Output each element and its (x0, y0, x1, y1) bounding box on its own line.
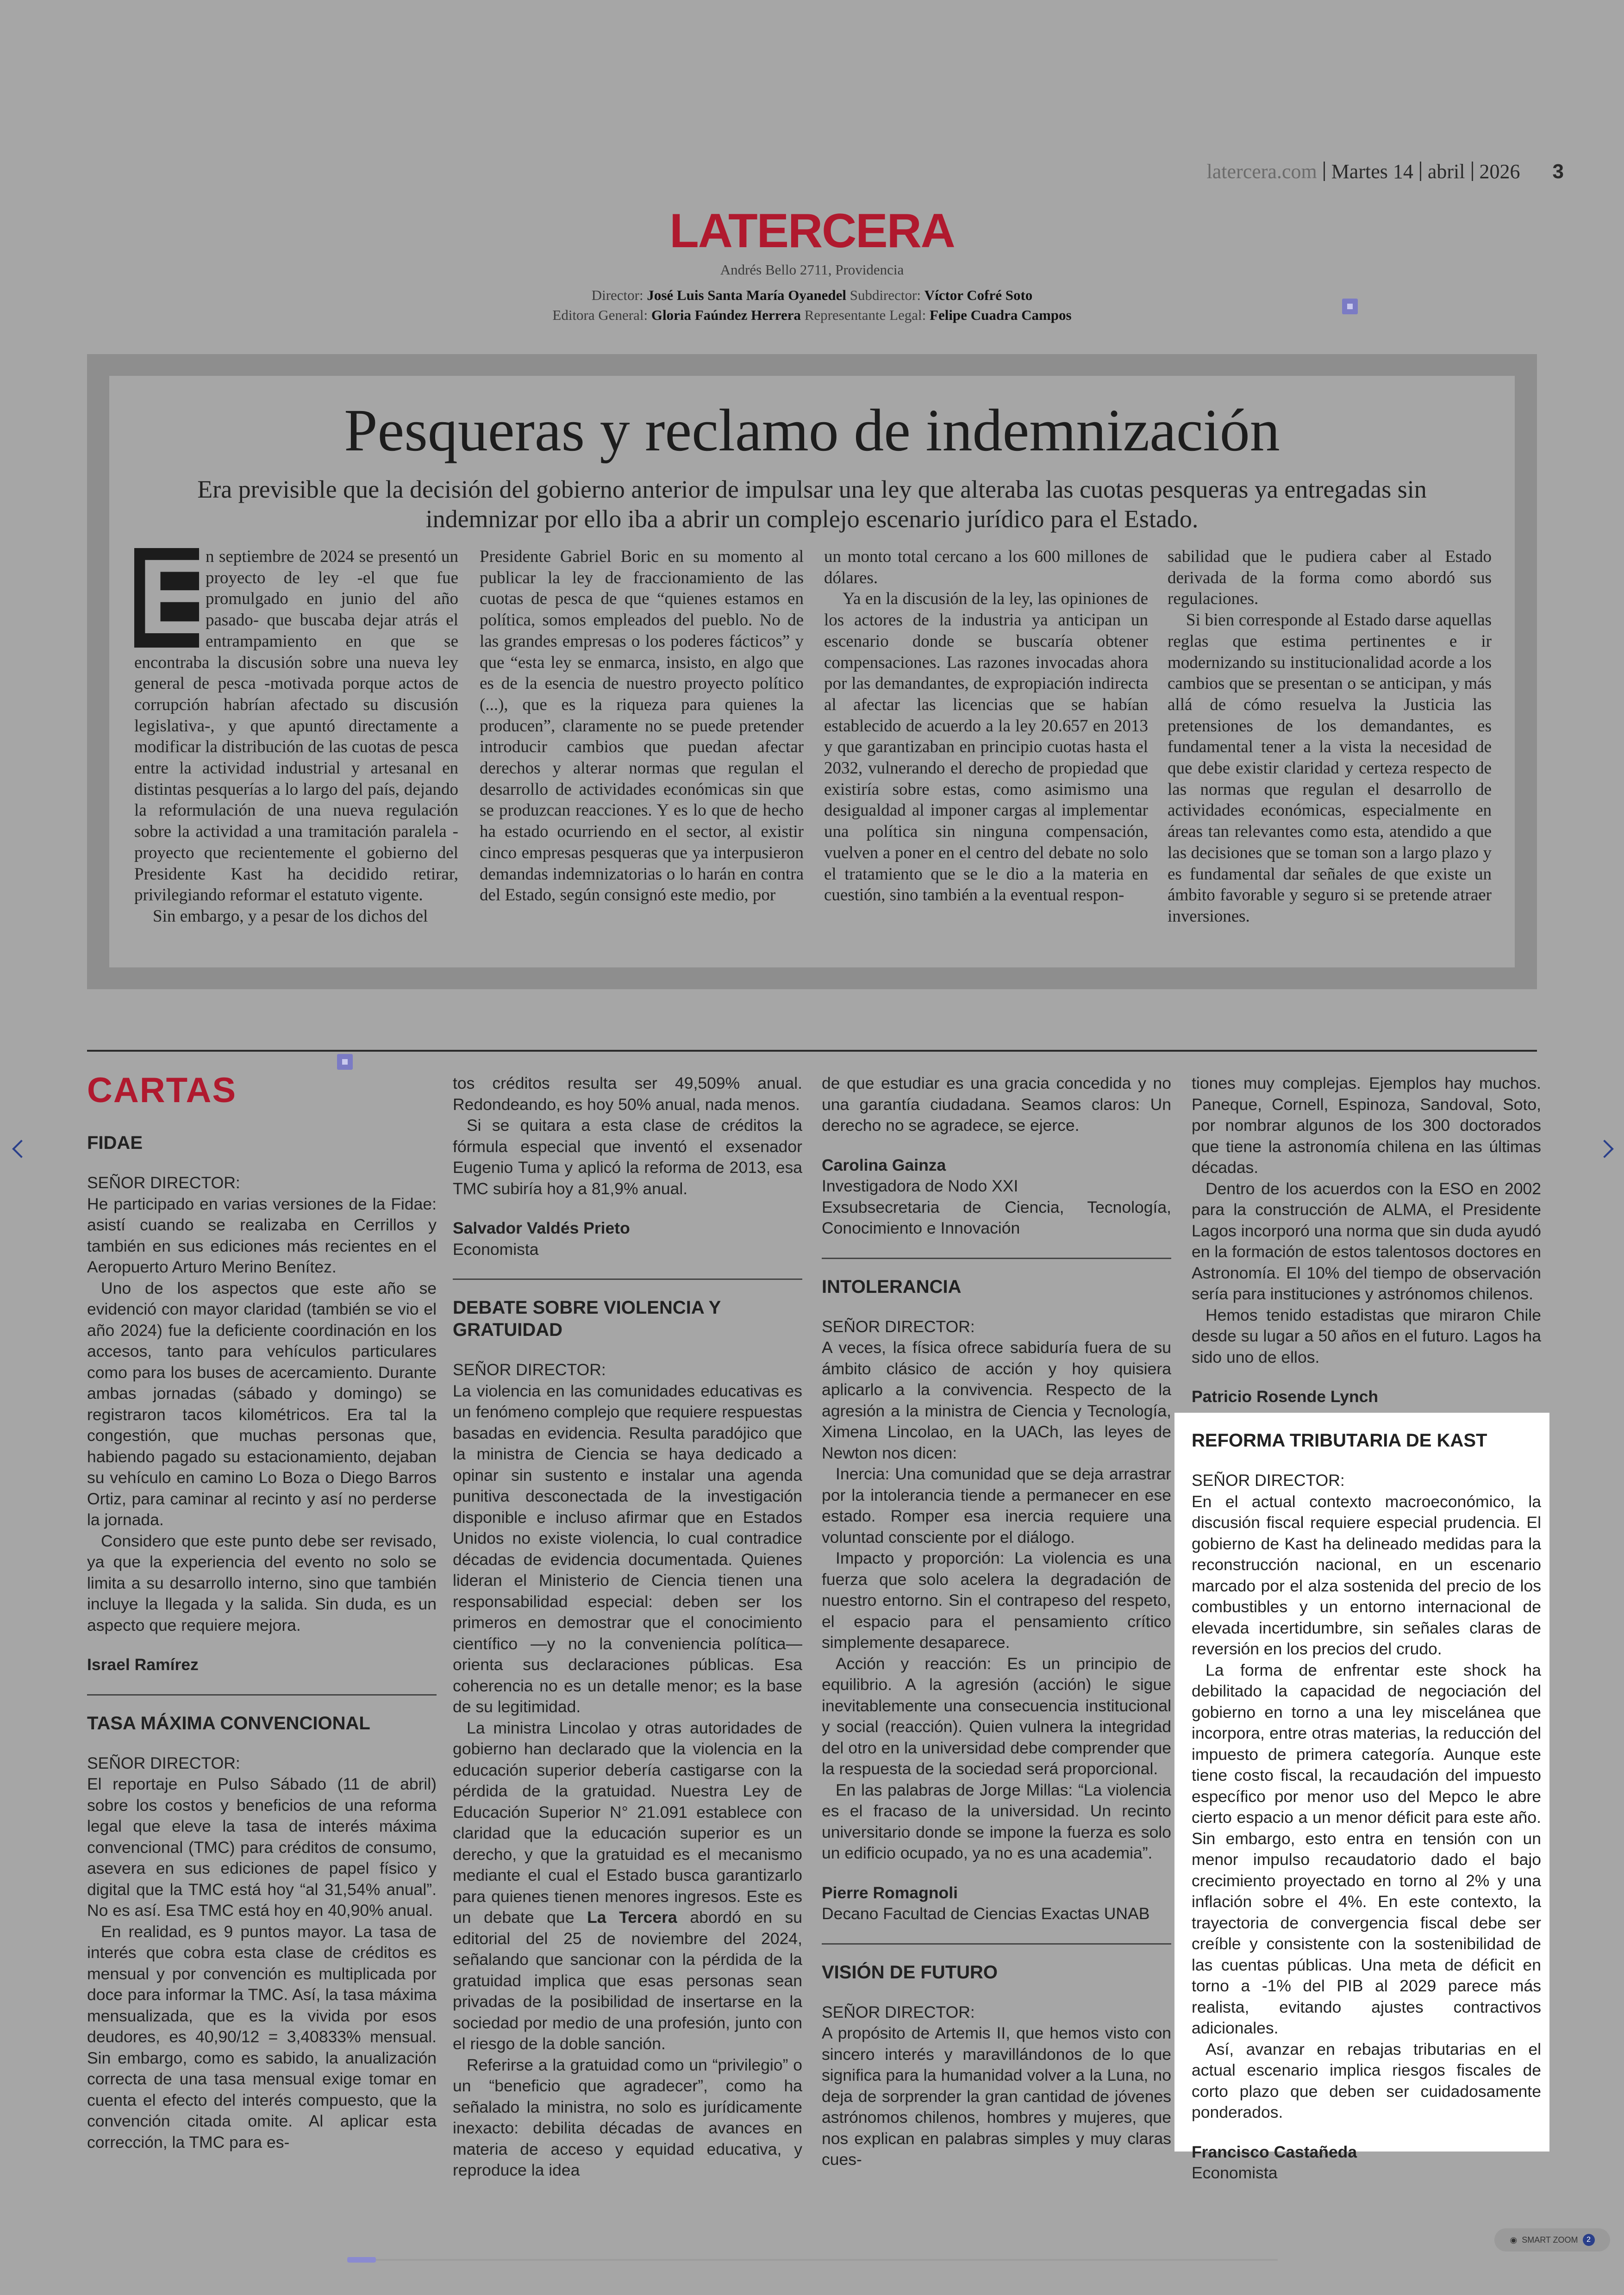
signer-role: Economista (453, 1240, 539, 1259)
divider (1472, 162, 1473, 181)
paragraph: Presidente Gabriel Boric en su momento al publicar la ley de fraccionamiento de las cuotas de pesca de que “quienes estamos en política, somos empleados del pueblo. No de las grandes empresas o los poderes fácticos” y que “esta ley se enmarca, insisto, en algo que es de la esencia de nuestro proyecto político (...), que es la riqueza para quienes la producen”, claramente no se puede pretender introducir cambios que puedan afectar derechos y alterar normas que regulan el desarrollo de actividades económicas sin que se produzcan reacciones. Y es lo que de hecho ha estado ocurriendo en el sector, al existir cinco empresas pesqueras que ya interpusieron demandas indemnizatorias o lo harán en contra del Estado, según consignó este medio, por (480, 547, 804, 905)
paragraph: Dentro de los acuerdos con la ESO en 2002 para la construcción de ALMA, el Presidente Lagos incorporó una norma que sin duda ayudó en la formación de estos talentosos doctores en Astronomía. El 10% del tiempo de observación sería para instituciones y astrónomos chilenos. (1192, 1179, 1541, 1303)
masthead-label: Representante Legal: (804, 307, 926, 323)
paragraph: A propósito de Artemis II, que hemos visto con sincero interés y maravillándonos de lo que significa para la humanidad volver a la Luna, no deja de sorprender la gran cantidad de jóvenes astrónomos chilenos, hombres y mujeres, que nos explican en palabras simples y muy claras cues- (822, 2024, 1171, 2169)
paragraph: A veces, la física ofrece sabiduría fuera de su ámbito clásico de acción y hoy quisiera aplicarlo a la convivencia. Respecto de la agresión a la ministra de Ciencia y Tecnología, Ximena Lincolao, en la UACh, las leyes de Newton nos dicen: (822, 1338, 1171, 1462)
subdirector-name: Víctor Cofré Soto (924, 287, 1033, 303)
dropcap (134, 537, 209, 656)
paragraph: La forma de enfrentar este shock ha debilitado la capacidad de negociación del gobierno en torno a una ley miscelánea que incorpora, entre otras materias, la reducción del impuesto de primera categoría. Aunque este tiene costo fiscal, la recaudación del impuesto específico por menor uso del Mepco le abre cierto espacio a un menor déficit para este año. Sin embargo, esto entra en tensión con un menor impulso recaudatorio dado el bajo crecimiento proyectado en torno al 2% y una inflación sobre el 4%. En este contexto, la trayectoria de convergencia fiscal debe ser creíble y consistente con la sostenibilidad de las cuentas públicas. Una meta de déficit en torno a -1% del PIB al 2029 parece más realista, evitando ajustes contractivos adicionales. (1192, 1660, 1541, 2037)
letters-column-4-highlight (1192, 1429, 1541, 2184)
paragraph: Si bien corresponde al Estado darse aquellas reglas que estima pertinentes e ir modernizando su institucionalidad acorde a los cambios que se presentan o se anticipan, y más allá de cómo resuelva la Justicia las pretensiones de los demandantes, es fundamental tener a la vista la necesidad de que debe existir claridad y certeza respecto de las normas que regulan el desarrollo de actividades económicas, especialmente en áreas tan relevantes como esta, atendido a que las decisiones que se toman son a largo plazo y es fundamental dar señales de que existe un ámbito favorable y seguro si se pretende atraer inversiones. (1168, 611, 1492, 926)
salutation: SEÑOR DIRECTOR: (87, 1173, 240, 1192)
paragraph: sabilidad que le pudiera caber al Estado derivada de la forma como abordó sus regulaciones. (1168, 547, 1492, 609)
page-scrollbar-thumb[interactable] (347, 2257, 376, 2263)
divider (87, 1694, 437, 1696)
masthead-label: Subdirector: (849, 287, 921, 303)
paragraph: En el actual contexto macroeconómico, la discusión fiscal requiere especial prudencia. El gobierno de Kast ha delineado medidas para la reconstrucción nacional, en un escenario marcado por el alza sostenida del precio de los combustibles y un entorno internacional de elevada incertidumbre, sin señales claras de reversión en los precios del crudo. (1192, 1492, 1541, 1658)
page-scrollbar-track[interactable] (347, 2259, 1278, 2261)
paragraph: Inercia: Una comunidad que se deja arrastrar por la intolerancia tiende a permanecer en ese estado. Romper esa inercia requiere una voluntad consciente por el diálogo. (822, 1465, 1171, 1547)
section-rule (87, 1050, 1537, 1052)
paragraph: El reportaje en Pulso Sábado (11 de abril) sobre los costos y beneficios de una reforma legal que eleve la tasa de interés máxima convencional (TMC) para créditos de consumo, asevera en sus ediciones de papel físico y digital que la TMC está hoy “al 31,54% anual”. No es así. Esa TMC está hoy en 40,90% anual. (87, 1775, 437, 1920)
salutation: SEÑOR DIRECTOR: (1192, 1471, 1345, 1490)
editorial-title: Pesqueras y reclamo de indemnización (344, 397, 1280, 464)
paragraph: de que estudiar es una gracia concedida y no una garantía ciudadana. Seamos claros: Un derecho no se agradece, se ejerce. (822, 1074, 1171, 1135)
divider (453, 1278, 802, 1280)
letter-heading: INTOLERANCIA (822, 1276, 962, 1297)
paragraph: tos créditos resulta ser 49,509% anual. Redondeando, es hoy 50% anual, nada menos. (453, 1074, 802, 1114)
zoom-region-icon[interactable] (1342, 299, 1358, 314)
paragraph: Referirse a la gratuidad como un “privilegio” o un “beneficio que agradecer”, como ha señalado la ministra, no solo es jurídicamente inexacto: debilita décadas de avances en materia de acceso y equidad educativa, y reproduce la idea (453, 2055, 802, 2179)
text-run: abordó en su editorial del 25 de noviembre del 2024, señalando que sancionar con la pérdida de la gratuidad implica que esas personas sean privadas de la posibilidad de insertarse en la sociedad por medio de una profesión, junto con el riesgo de la doble sanción. (453, 1908, 803, 2053)
signature: Patricio Rosende Lynch (1192, 1387, 1379, 1406)
legal-rep-name: Felipe Cuadra Campos (930, 307, 1072, 323)
divider (822, 1258, 1171, 1259)
paragraph: tiones muy complejas. Ejemplos hay muchos. Paneque, Cornell, Espinoza, Sandoval, Soto, por nombrar algunos de los 300 doctorados que tiene la astronomía chilena en las últimas décadas. (1192, 1074, 1541, 1177)
date-day: Martes 14 (1331, 160, 1413, 183)
letter-heading: VISIÓN DE FUTURO (822, 1962, 998, 1983)
date-month: abril (1427, 160, 1465, 183)
text-run: La ministra Lincolao y otras autoridades de gobierno han declarado que la violencia en la educación superior debería castigarse con la pérdida de la gratuidad. Nuestra Ley de Educación Superior N° 21.091 establece con claridad que la educación superior es un derecho, y que la gratuidad es el mecanismo mediante el cual el Estado busca garantizarlo para quienes tienen menores ingresos. Este es un debate que (453, 1718, 802, 1927)
newspaper-name: La Tercera (587, 1908, 677, 1927)
previous-page-icon[interactable] (12, 1140, 31, 1158)
editorial-column-2 (480, 546, 804, 906)
signer-role: Investigadora de Nodo XXI (822, 1177, 1018, 1195)
paragraph: Sin embargo, y a pesar de los dichos del (153, 906, 428, 926)
signature: Carolina Gainza (822, 1155, 946, 1174)
smart-zoom-button[interactable] (1494, 2228, 1610, 2251)
letter-heading: FIDAE (87, 1133, 143, 1153)
signature: Salvador Valdés Prieto (453, 1219, 630, 1237)
paragraph: He participado en varias versiones de la Fidae: asistí cuando se realizaba en Cerrillos y también en sus ediciones más recientes en el Aeropuerto Arturo Merino Benítez. (87, 1194, 437, 1276)
site-url: latercera.com (1206, 160, 1317, 183)
section-title: CARTAS (87, 1071, 237, 1110)
salutation: SEÑOR DIRECTOR: (822, 2002, 975, 2021)
letters-column-1 (87, 1132, 437, 2153)
signature: Francisco Castañeda (1192, 2142, 1357, 2161)
letters-column-3 (822, 1073, 1171, 2170)
editorial-column-4 (1168, 546, 1492, 927)
paragraph: Uno de los aspectos que este año se evidenció con mayor claridad (también se vio el año 2024) fue la deficiente coordinación en los accesos, tanto para vehículos particulares como para los buses de acercamiento. Durante ambas jornadas (sábado y domingo) se registraron tacos kilométricos. Era tal la congestión, que muchas personas que, habiendo pagado su estacionamiento, dejaban su vehículo en camino Lo Boza o Diego Barros Ortiz, para caminar al recinto y así no perderse la jornada. (87, 1278, 437, 1529)
paragraph: Así, avanzar en rebajas tributarias en el actual escenario implica riesgos fiscales de corto plazo que deben ser cuidadosamente ponderados. (1192, 2039, 1541, 2121)
eye-icon: ◉ (1510, 2235, 1518, 2245)
masthead-label: Director: (591, 287, 643, 303)
paragraph: La violencia en las comunidades educativas es un fenómeno complejo que requiere respuestas basadas en evidencia. Resulta paradójico que la ministra de Ciencia se haya dedicado a opinar sin sustento e instalar una agenda punitiva desconectada de la investigación disponible e incluso afirmar que en Estados Unidos no existe violencia, lo cual contradice décadas de evidencia documentada. Quienes lideran el Ministerio de Ciencia tienen una responsabilidad especial: deben ser los primeros en demostrar que el conocimiento científico —y no la conveniencia política— orienta sus declaraciones públicas. Esa coherencia no es un detalle menor; es la base de su legitimidad. (453, 1381, 802, 1716)
masthead-address: Andrés Bello 2711, Providencia (720, 262, 904, 278)
paragraph: Impacto y proporción: La violencia es una fuerza que solo acelera la degradación de nuestro entorno. Sin el contrapeso del respeto, el espacio para el pensamiento crítico simplemente desaparece. (822, 1549, 1171, 1652)
date-year: 2026 (1479, 160, 1520, 183)
letter-heading: TASA MÁXIMA CONVENCIONAL (87, 1713, 370, 1734)
divider (1420, 162, 1421, 181)
letter-heading: DEBATE SOBRE VIOLENCIA Y GRATUIDAD (453, 1297, 721, 1340)
editorial-deck: Era previsible que la decisión del gobierno anterior de impulsar una ley que alteraba las cuotas pesqueras ya entregadas sin indemnizar por ello iba a abrir un complejo escenario jurídico para el Estado. (197, 475, 1427, 533)
date-header (1207, 160, 1564, 183)
paragraph: En las palabras de Jorge Millas: “La violencia es el fracaso de la universidad. Un recinto universitario donde se impone la fuerza es solo un edificio ocupado, ya no es una academia”. (822, 1780, 1171, 1862)
smart-zoom-label: SMART ZOOM (1522, 2235, 1578, 2245)
paragraph: un monto total cercano a los 600 millones de dólares. (824, 547, 1148, 587)
divider (822, 1943, 1171, 1945)
salutation: SEÑOR DIRECTOR: (87, 1753, 240, 1772)
paragraph: Acción y reacción: Es un principio de equilibrio. A la agresión (acción) le sigue inevitablemente una consecuencia institucional y social (reacción). Quien vulnera la integridad del otro en la universidad debe comprender que la respuesta de la sociedad será proporcional. (822, 1654, 1171, 1778)
paragraph (453, 1718, 802, 2055)
divider (1324, 162, 1325, 181)
paragraph: Hemos tenido estadistas que miraron Chile desde su lugar a 50 años en el futuro. Lagos ha sido uno de ellos. (1192, 1305, 1541, 1366)
zoom-region-icon[interactable] (337, 1054, 353, 1070)
signer-role: Exsubsecretaria de Ciencia, Tecnología, Conocimiento e Innovación (822, 1197, 1171, 1237)
editorial-column-1 (134, 537, 458, 927)
salutation: SEÑOR DIRECTOR: (453, 1360, 606, 1379)
signer-role: Decano Facultad de Ciencias Exactas UNAB (822, 1904, 1150, 1923)
paragraph: En realidad, es 9 puntos mayor. La tasa de interés que cobra esta clase de créditos es mensual y por convención es multiplicada por doce para informar la TMC. Así, la tasa máxima mensualizada, que es la vivida por esos deudores, es 40,90/12 = 3,40833% mensual. Sin embargo, como es sabido, la anualización correcta de una tasa mensual exige tomar en cuenta el efecto del interés compuesto, que la convención citada omite. Al aplicar esta corrección, la TMC para es- (87, 1922, 437, 2152)
letters-column-2 (453, 1073, 802, 2181)
signature: Pierre Romagnoli (822, 1883, 958, 1902)
signature: Israel Ramírez (87, 1655, 199, 1674)
paragraph: Si se quitara a esta clase de créditos la fórmula especial que inventó el exsenador Eugenio Tuma y aplicó la reforma de 2013, esa TMC subiría hoy a 81,9% anual. (453, 1116, 802, 1198)
paragraph: Ya en la discusión de la ley, las opiniones de los actores de la industria ya anticipan un escenario donde se buscaría obtener compensaciones. Las razones invocadas ahora por las demandantes, de expropiación indirecta al afectar las licencias que se habían establecido de acuerdo a la ley 20.657 en 2013 y que garantizaban en principio cuotas hasta el 2032, vulnerando el derecho de propiedad que existiría sobre estas, como asimismo una desigualdad al imponer cargas al implementar una política sin ninguna compensación, vuelven a poner en el centro del debate no solo el tratamiento que se le dio a la materia en cuestión, sino también a la eventual respon- (824, 589, 1148, 905)
salutation: SEÑOR DIRECTOR: (822, 1317, 975, 1336)
letters-column-4 (1192, 1073, 1541, 1408)
director-name: José Luis Santa María Oyanedel (647, 287, 846, 303)
letter-heading: REFORMA TRIBUTARIA DE KAST (1192, 1430, 1487, 1451)
next-page-icon[interactable] (1595, 1140, 1614, 1158)
signer-role: Economista (1192, 2164, 1278, 2182)
editorial-column-3 (824, 546, 1148, 906)
page-number: 3 (1552, 160, 1564, 183)
editor-name: Gloria Faúndez Herrera (651, 307, 801, 323)
masthead-line-2 (0, 307, 1624, 324)
masthead-label: Editora General: (552, 307, 648, 323)
paragraph: n septiembre de 2024 se presentó un proyecto de ley -el que fue promulgado en junio del año pasado- que buscaba dejar atrás el entrampamiento en que se encontraba la discusión sobre una nueva ley general de pesca -motivada porque actos de corrupción habrían afectado su discusión legislativa-, y que apuntó directamente a modificar la distribución de las cuotas de pesca entre la actividad industrial y artesanal en distintas pesquerías a lo largo del país, dejando la reformulación de una nueva regulación sobre la actividad a una tramitación paralela -proyecto que recientemente el gobierno del Presidente Kast ha decidido retirar, privilegiando reformar el estatuto vigente. (134, 547, 458, 905)
masthead-line-1 (0, 287, 1624, 304)
paragraph: Considero que este punto debe ser revisado, ya que la experiencia del evento no solo se limita a su desarrollo interno, sino que también incluye la llegada y la salida. Sin duda, es un aspecto que requiere mejora. (87, 1531, 437, 1634)
smart-zoom-count: 2 (1583, 2234, 1595, 2246)
dropcap-letter: E (138, 537, 209, 656)
newspaper-logo: LATERCERA (669, 204, 955, 258)
